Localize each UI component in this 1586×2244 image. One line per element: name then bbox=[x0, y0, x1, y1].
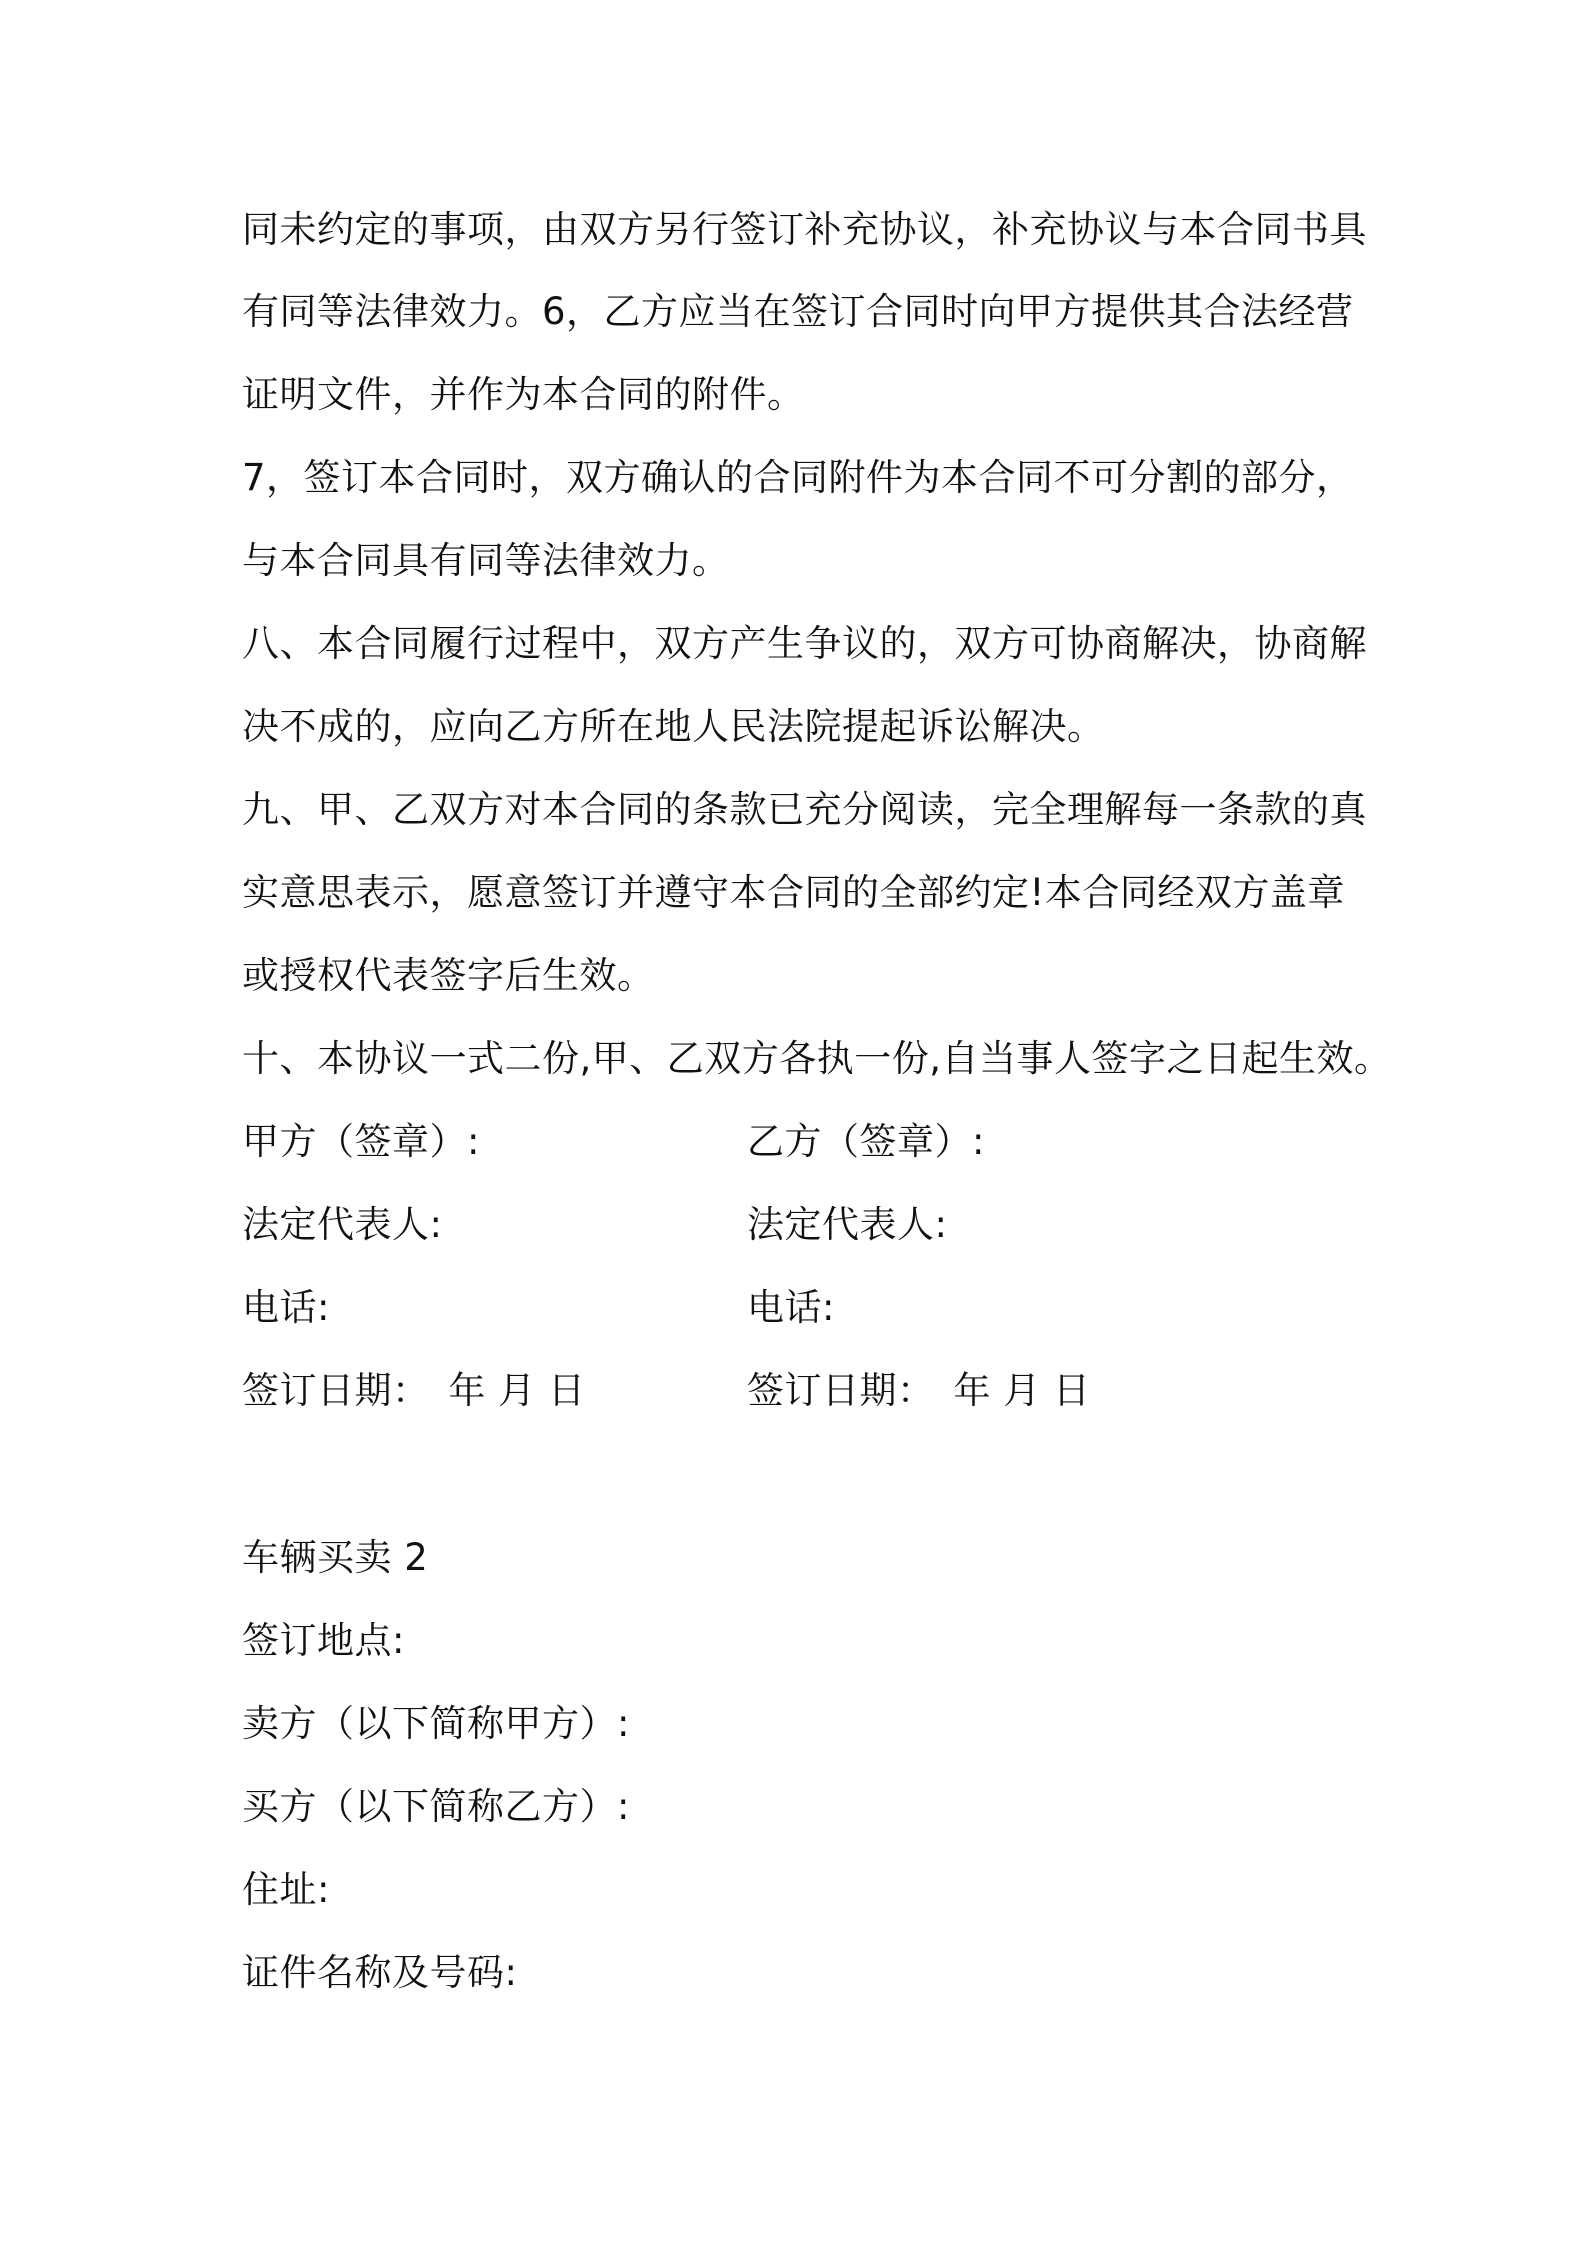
address-label: 住址: bbox=[242, 1868, 330, 1911]
party-a-seal-label: 甲方（签章）: bbox=[242, 1120, 480, 1163]
paragraph-line: 同未约定的事项，由双方另行签订补充协议，补充协议与本合同书具 bbox=[242, 208, 1367, 251]
second-contract-title: 车辆买卖 2 bbox=[242, 1536, 429, 1579]
paragraph-line: 有同等法律效力。6，乙方应当在签订合同时向甲方提供其合法经营 bbox=[242, 290, 1354, 333]
seller-label: 卖方（以下简称甲方）: bbox=[242, 1702, 630, 1745]
paragraph-line: 证明文件，并作为本合同的附件。 bbox=[242, 373, 805, 416]
party-b-seal-label: 乙方（签章）: bbox=[747, 1120, 985, 1163]
party-a-representative-label: 法定代表人: bbox=[242, 1203, 443, 1246]
paragraph-line: 7，签订本合同时，双方确认的合同附件为本合同不可分割的部分， bbox=[242, 456, 1354, 499]
paragraph-line: 八、本合同履行过程中，双方产生争议的，双方可协商解决，协商解 bbox=[242, 622, 1367, 665]
buyer-label: 买方（以下简称乙方）: bbox=[242, 1785, 630, 1828]
paragraph-line: 十、本协议一式二份,甲、乙双方各执一份,自当事人签字之日起生效。 bbox=[242, 1037, 1392, 1080]
id-document-label: 证件名称及号码: bbox=[242, 1951, 518, 1994]
party-a-phone-label: 电话: bbox=[242, 1286, 330, 1329]
party-a-date-label: 签订日期： 年 月 日 bbox=[242, 1369, 586, 1412]
signing-location-label: 签订地点: bbox=[242, 1619, 405, 1662]
paragraph-line: 实意思表示，愿意签订并遵守本合同的全部约定!本合同经双方盖章 bbox=[242, 871, 1345, 914]
paragraph-line: 与本合同具有同等法律效力。 bbox=[242, 539, 730, 582]
party-b-representative-label: 法定代表人: bbox=[747, 1203, 948, 1246]
paragraph-line: 或授权代表签字后生效。 bbox=[242, 954, 655, 997]
paragraph-line: 决不成的，应向乙方所在地人民法院提起诉讼解决。 bbox=[242, 705, 1105, 748]
party-b-date-label: 签订日期： 年 月 日 bbox=[747, 1369, 1091, 1412]
paragraph-line: 九、甲、乙双方对本合同的条款已充分阅读，完全理解每一条款的真 bbox=[242, 788, 1367, 831]
party-b-phone-label: 电话: bbox=[747, 1286, 835, 1329]
